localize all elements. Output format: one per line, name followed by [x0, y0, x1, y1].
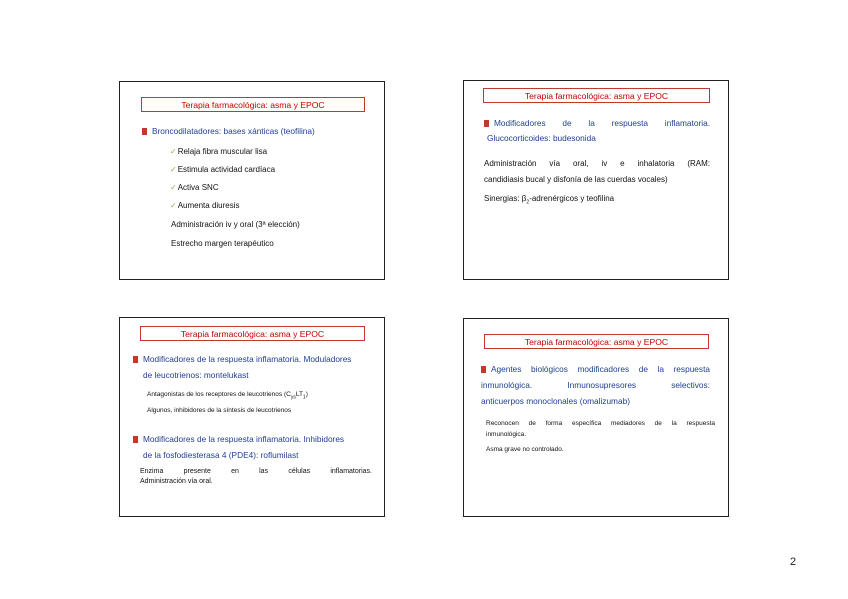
body-line: Administración vía oral. — [140, 478, 213, 485]
check-icon: ✓ — [170, 147, 177, 156]
bullet-icon — [142, 128, 147, 135]
bullet-icon — [481, 366, 486, 373]
bullet-icon — [133, 356, 138, 363]
body-line: Estrecho margen terapéutico — [171, 239, 274, 248]
body-line: Enzima presente en las células inflamatorias. — [140, 468, 372, 475]
bullet-icon — [133, 436, 138, 443]
slide-1 — [119, 81, 385, 280]
slide-title: Terapia farmacológica: asma y EPOC — [483, 88, 710, 103]
slide-heading-line2: de la fosfodiesterasa 4 (PDE4): roflumilast — [143, 450, 299, 460]
bullet-icon — [484, 120, 489, 127]
slide-heading-line2: de leucotrienos: montelukast — [143, 370, 249, 380]
slide-heading-line3: anticuerpos monoclonales (omalizumab) — [481, 396, 630, 406]
slide-title: Terapia farmacológica: asma y EPOC — [484, 334, 709, 349]
slide-heading: Modificadores de la respuesta inflamatoria. — [484, 118, 710, 128]
slide-heading: Modificadores de la respuesta inflamatoria. Moduladores — [133, 354, 351, 364]
slide-3 — [119, 317, 385, 517]
check-item: ✓Aumenta diuresis — [170, 201, 240, 210]
slide-heading: Modificadores de la respuesta inflamatoria. Inhibidores — [133, 434, 344, 444]
slide-heading-line2: Glucocorticoides: budesonida — [487, 133, 596, 143]
slide-heading-line2: inmunológica. Inmunosupresores selectivos: — [481, 380, 710, 390]
body-line: Administración iv y oral (3ª elección) — [171, 220, 300, 229]
body-line: Asma grave no controlado. — [486, 446, 564, 453]
slide-heading: Agentes biológicos modificadores de la respuesta — [481, 364, 710, 374]
check-icon: ✓ — [170, 165, 177, 174]
body-line: Reconocen de forma específica mediadores de la respuesta — [486, 420, 715, 427]
sub-line: Antagonistas de los receptores de leucotrienos $(C_{ys}LT_1)$ — [147, 391, 308, 401]
slide-2 — [463, 80, 729, 280]
page-number: 2 — [790, 556, 797, 568]
slide-4 — [463, 318, 729, 517]
slide-title: Terapia farmacológica: asma y EPOC — [140, 326, 365, 341]
slide-heading: Broncodilatadores: bases xánticas (teofilina) — [142, 126, 315, 136]
sub-line: Algunos, inhibidores de la síntesis de leucotrienos — [147, 407, 292, 414]
check-icon: ✓ — [170, 201, 177, 210]
check-item: ✓Activa SNC — [170, 183, 219, 192]
body-line: Administración vía oral, iv e inhalatoria (RAM: — [484, 159, 710, 168]
slide-title: Terapia farmacológica: asma y EPOC — [141, 97, 365, 112]
check-icon: ✓ — [170, 183, 177, 192]
check-item: ✓Relaja fibra muscular lisa — [170, 147, 268, 156]
body-line: inmunológica. — [486, 431, 527, 438]
body-line: candidiasis bucal y disfonía de las cuerdas vocales) — [484, 175, 668, 184]
body-line: Sinergias: $\beta_2$-adrenérgicos y teofilina — [484, 194, 615, 206]
check-item: ✓Estimula actividad cardíaca — [170, 165, 276, 174]
